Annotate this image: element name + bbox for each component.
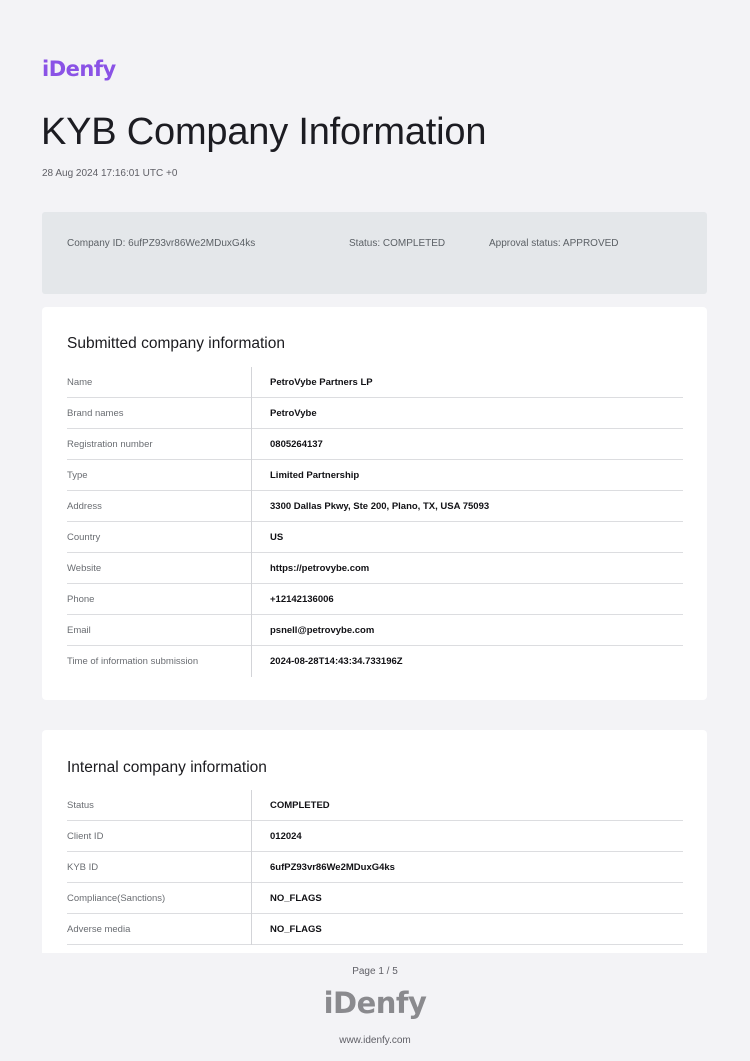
row-label: Email xyxy=(67,625,91,636)
row-value: https://petrovybe.com xyxy=(270,563,370,574)
row-label: Registration number xyxy=(67,439,153,450)
table-row xyxy=(67,398,683,429)
company-id: Company ID: 6ufPZ93vr86We2MDuxG4ks xyxy=(67,238,256,249)
row-label: Type xyxy=(67,470,88,481)
column-divider xyxy=(251,460,252,491)
row-value: 2024-08-28T14:43:34.733196Z xyxy=(270,656,403,667)
row-label: Phone xyxy=(67,594,95,605)
column-divider xyxy=(251,790,252,821)
row-value: 012024 xyxy=(270,831,302,842)
row-label: Brand names xyxy=(67,408,124,419)
column-divider xyxy=(251,914,252,945)
footer-logo: iDenfy xyxy=(323,986,427,1020)
row-label: Client ID xyxy=(67,831,104,842)
card-title: Internal company information xyxy=(67,759,267,776)
column-divider xyxy=(251,367,252,398)
column-divider xyxy=(251,522,252,553)
approval-status: Approval status: APPROVED xyxy=(489,238,619,249)
row-label: Status xyxy=(67,800,94,811)
row-value: 3300 Dallas Pkwy, Ste 200, Plano, TX, USA 75093 xyxy=(270,501,490,512)
submitted-info-card xyxy=(42,307,707,700)
table-row xyxy=(67,491,683,522)
table-row xyxy=(67,522,683,553)
table-row xyxy=(67,460,683,491)
table-row xyxy=(67,553,683,584)
page-number: Page 1 / 5 xyxy=(352,966,398,977)
row-value: US xyxy=(270,532,284,543)
column-divider xyxy=(251,852,252,883)
row-label: Website xyxy=(67,563,102,574)
row-value: psnell@petrovybe.com xyxy=(270,625,375,636)
info-table xyxy=(67,367,683,677)
row-label: KYB ID xyxy=(67,862,99,873)
column-divider xyxy=(251,398,252,429)
column-divider xyxy=(251,821,252,852)
table-row xyxy=(67,883,683,914)
column-divider xyxy=(251,584,252,615)
row-value: PetroVybe Partners LP xyxy=(270,377,373,388)
row-value: COMPLETED xyxy=(270,800,330,811)
row-label: Country xyxy=(67,532,101,543)
row-value: +12142136006 xyxy=(270,594,334,605)
column-divider xyxy=(251,615,252,646)
table-row xyxy=(67,584,683,615)
row-label: Time of information submission xyxy=(67,656,199,667)
report-datetime: 28 Aug 2024 17:16:01 UTC +0 xyxy=(42,168,178,179)
status-text: Status: COMPLETED xyxy=(349,238,446,249)
table-row xyxy=(67,367,683,398)
row-value: 0805264137 xyxy=(270,439,323,450)
row-value: NO_FLAGS xyxy=(270,893,322,904)
page-title: KYB Company Information xyxy=(41,111,487,153)
row-value: PetroVybe xyxy=(270,408,317,419)
table-row xyxy=(67,615,683,646)
table-row xyxy=(67,429,683,460)
table-row xyxy=(67,914,683,945)
row-label: Name xyxy=(67,377,93,388)
column-divider xyxy=(251,553,252,584)
internal-info-card xyxy=(42,730,707,953)
table-row xyxy=(67,852,683,883)
summary-panel xyxy=(42,212,707,294)
row-value: 6ufPZ93vr86We2MDuxG4ks xyxy=(270,862,395,873)
card-title: Submitted company information xyxy=(67,335,285,352)
row-label: Address xyxy=(67,501,102,512)
column-divider xyxy=(251,883,252,914)
row-value: NO_FLAGS xyxy=(270,924,322,935)
info-table xyxy=(67,790,683,945)
row-value: Limited Partnership xyxy=(270,470,360,481)
footer-website: www.idenfy.com xyxy=(339,1035,411,1046)
column-divider xyxy=(251,429,252,460)
brand-logo: iDenfy xyxy=(42,57,116,81)
column-divider xyxy=(251,491,252,522)
column-divider xyxy=(251,646,252,677)
table-row xyxy=(67,646,683,677)
row-label: Compliance(Sanctions) xyxy=(67,893,166,904)
table-row xyxy=(67,821,683,852)
table-row xyxy=(67,790,683,821)
row-label: Adverse media xyxy=(67,924,131,935)
